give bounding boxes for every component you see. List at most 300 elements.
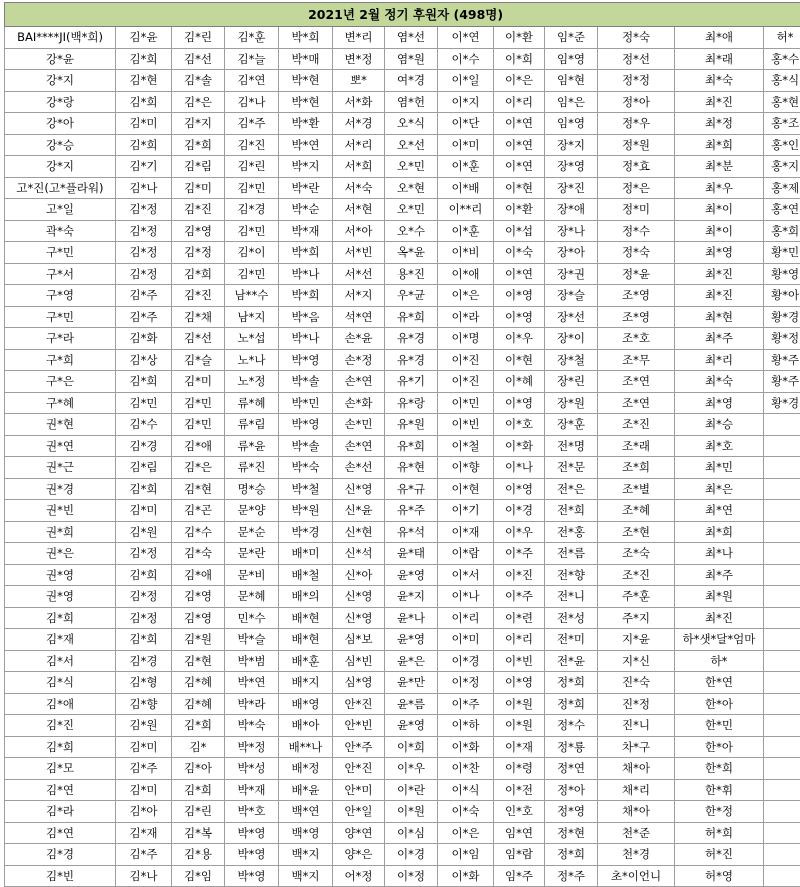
donor-name-cell: 명*승 — [225, 478, 279, 500]
donor-name-cell: 김*주 — [116, 306, 172, 328]
donor-name-cell — [764, 607, 800, 629]
donor-name-cell: 김*서 — [5, 650, 116, 672]
donor-name-cell: 백*연 — [279, 801, 333, 823]
donor-name-cell: 이*서 — [438, 564, 494, 586]
donor-name-cell: 김*경 — [116, 650, 172, 672]
donor-name-cell: 이*영 — [494, 306, 545, 328]
donor-name-cell: 전*니 — [545, 586, 598, 608]
donor-name-cell: 박*영 — [279, 414, 333, 436]
donor-name-cell: 서*아 — [333, 220, 385, 242]
donor-name-cell: 손*연 — [333, 435, 385, 457]
donor-name-cell: 구*민 — [5, 306, 116, 328]
donor-name-cell: 김*림 — [116, 457, 172, 479]
donor-name-cell: 문*순 — [225, 521, 279, 543]
donor-name-cell: 석*연 — [333, 306, 385, 328]
table-row — [5, 758, 800, 780]
donor-name-cell: 박*민 — [279, 392, 333, 414]
donor-name-cell: 김*윤 — [116, 27, 172, 49]
donor-name-cell: 조*연 — [598, 371, 675, 393]
donor-name-cell: 조*무 — [598, 349, 675, 371]
donor-name-cell: 정*주 — [545, 865, 598, 887]
donor-name-cell: 권*현 — [5, 414, 116, 436]
donor-name-cell: 김*미 — [172, 371, 225, 393]
donor-name-cell: 민*수 — [225, 607, 279, 629]
table-row — [5, 736, 800, 758]
donor-name-cell: 최*민 — [675, 457, 764, 479]
donor-name-cell: 이*영 — [494, 672, 545, 694]
donor-name-cell: 이*원 — [494, 715, 545, 737]
donor-name-cell: 정*숙 — [598, 27, 675, 49]
donor-name-cell: 이*란 — [385, 779, 438, 801]
donor-name-cell: 이*향 — [438, 457, 494, 479]
donor-name-cell: 김*애 — [5, 693, 116, 715]
donor-name-cell: 최*주 — [675, 564, 764, 586]
donor-name-cell: 배*지 — [279, 672, 333, 694]
donor-name-cell: 강*랑 — [5, 91, 116, 113]
donor-name-cell: 정*희 — [545, 672, 598, 694]
donor-name-cell: 최*은 — [675, 478, 764, 500]
donor-name-cell: 박*매 — [279, 48, 333, 70]
donor-name-cell: 유*현 — [385, 457, 438, 479]
donor-name-cell: 유*주 — [385, 500, 438, 522]
donor-name-cell: 이*라 — [438, 306, 494, 328]
donor-name-cell: 최*진 — [675, 285, 764, 307]
donor-name-cell: 양*연 — [333, 822, 385, 844]
table-row — [5, 865, 800, 887]
donor-name-cell: 이*화 — [494, 435, 545, 457]
donor-name-cell: 이*원 — [494, 693, 545, 715]
donor-name-cell: 김*애 — [172, 435, 225, 457]
donor-name-cell: 이*혜 — [494, 371, 545, 393]
donor-name-cell: 배*아 — [279, 715, 333, 737]
donor-name-cell — [764, 865, 800, 887]
donor-name-cell: 김*린 — [172, 801, 225, 823]
donor-name-cell: 김*경 — [5, 844, 116, 866]
donor-name-cell: 최*영 — [675, 242, 764, 264]
donor-name-cell: 채*아 — [598, 758, 675, 780]
donor-name-cell: 김*상 — [116, 349, 172, 371]
donor-name-cell: 이*전 — [494, 779, 545, 801]
donor-name-cell: 최*래 — [675, 48, 764, 70]
donor-name-cell: 장*진 — [545, 177, 598, 199]
donor-name-cell: 고*진(고*플라워) — [5, 177, 116, 199]
donor-name-cell: 김*진 — [5, 715, 116, 737]
donor-name-cell: 손*윤 — [333, 328, 385, 350]
donor-name-cell: 김*현 — [172, 650, 225, 672]
donor-name-cell: 조*래 — [598, 435, 675, 457]
donor-name-cell: 장*원 — [545, 392, 598, 414]
donor-name-cell: 김*미 — [116, 779, 172, 801]
donor-name-cell: 최*진 — [675, 263, 764, 285]
donor-name-cell: 장*철 — [545, 349, 598, 371]
donor-name-cell: 전*홍 — [545, 521, 598, 543]
donor-name-cell: 이*진 — [438, 349, 494, 371]
donor-name-cell: 한*희 — [675, 758, 764, 780]
donor-name-cell — [764, 543, 800, 565]
donor-name-cell — [764, 435, 800, 457]
donor-name-cell: 최*진 — [675, 91, 764, 113]
donor-name-cell: 최*희 — [675, 521, 764, 543]
table-row — [5, 285, 800, 307]
table-row — [5, 199, 800, 221]
donor-name-cell: 신*현 — [333, 521, 385, 543]
donor-name-cell: 김*솔 — [172, 70, 225, 92]
table-row — [5, 91, 800, 113]
table-row — [5, 543, 800, 565]
donor-name-cell: 노*정 — [225, 371, 279, 393]
donor-name-cell: 김*정 — [116, 242, 172, 264]
donor-name-cell: 이*희 — [494, 48, 545, 70]
donor-name-cell: 김*슬 — [172, 349, 225, 371]
donor-name-cell — [764, 414, 800, 436]
donor-name-cell — [764, 736, 800, 758]
donor-name-cell: 이*리 — [494, 91, 545, 113]
donor-name-cell: 김*진 — [172, 199, 225, 221]
donor-name-cell: 김*모 — [5, 758, 116, 780]
donor-name-cell: 이*기 — [438, 500, 494, 522]
donor-name-cell: 이*나 — [494, 457, 545, 479]
donor-name-cell: 이*연 — [494, 134, 545, 156]
donor-name-cell: 정*룡 — [545, 736, 598, 758]
donor-name-cell: 안*미 — [333, 779, 385, 801]
donor-name-cell: 유*석 — [385, 521, 438, 543]
donor-name-cell: 주*지 — [598, 607, 675, 629]
donor-name-cell: 전*은 — [545, 478, 598, 500]
donor-name-cell: 김*선 — [172, 48, 225, 70]
donor-name-cell: 박*성 — [225, 758, 279, 780]
donor-name-cell: 김*연 — [5, 779, 116, 801]
donor-name-cell: 이*우 — [494, 521, 545, 543]
donor-name-cell: 이*빈 — [438, 414, 494, 436]
donor-name-cell: 이*은 — [494, 70, 545, 92]
donor-name-cell: 김*진 — [225, 134, 279, 156]
donor-name-cell: 최*호 — [675, 435, 764, 457]
donor-name-cell: 남**수 — [225, 285, 279, 307]
donor-name-cell: 박*란 — [279, 177, 333, 199]
donor-name-cell: 김*늘 — [225, 48, 279, 70]
donor-name-cell: 김*임 — [172, 865, 225, 887]
donor-table — [4, 2, 800, 887]
donor-name-cell: 윤*름 — [385, 693, 438, 715]
donor-name-cell: 이*민 — [438, 392, 494, 414]
donor-name-cell: 조*숙 — [598, 543, 675, 565]
donor-name-cell: 홍*식 — [764, 70, 800, 92]
donor-name-cell: 유*기 — [385, 371, 438, 393]
donor-name-cell: 오*현 — [385, 177, 438, 199]
donor-name-cell: 문*양 — [225, 500, 279, 522]
donor-name-cell: 홍*수 — [764, 48, 800, 70]
donor-name-cell: 천*경 — [598, 844, 675, 866]
donor-name-cell — [764, 521, 800, 543]
donor-name-cell: 김*은 — [172, 457, 225, 479]
donor-name-cell: 오*민 — [385, 199, 438, 221]
donor-name-cell: 정*영 — [545, 801, 598, 823]
donor-name-cell: 강*지 — [5, 70, 116, 92]
donor-name-cell: 이*환 — [494, 199, 545, 221]
donor-name-cell: 임*은 — [545, 91, 598, 113]
donor-name-cell: 김*주 — [116, 285, 172, 307]
table-row — [5, 371, 800, 393]
donor-name-cell: 박*희 — [279, 242, 333, 264]
donor-name-cell: 지*윤 — [598, 629, 675, 651]
donor-name-cell: 이*령 — [494, 758, 545, 780]
donor-name-cell: 김*주 — [225, 113, 279, 135]
donor-name-cell: 박*숙 — [225, 715, 279, 737]
donor-name-cell: 김*형 — [116, 672, 172, 694]
donor-name-cell: 허* — [764, 27, 800, 49]
donor-name-cell: 이*심 — [385, 822, 438, 844]
donor-name-cell: 조*희 — [598, 457, 675, 479]
donor-name-cell: 홍*조 — [764, 113, 800, 135]
donor-name-cell — [764, 586, 800, 608]
donor-name-cell: 조*영 — [598, 306, 675, 328]
donor-name-cell: 전*름 — [545, 543, 598, 565]
donor-name-cell: 임*주 — [494, 865, 545, 887]
donor-name-cell: 정*현 — [545, 822, 598, 844]
donor-name-cell: 김*지 — [172, 113, 225, 135]
donor-name-cell: 이*호 — [494, 414, 545, 436]
donor-name-cell: 신*영 — [333, 478, 385, 500]
donor-name-cell: 김*현 — [116, 70, 172, 92]
donor-name-cell: 구*서 — [5, 263, 116, 285]
donor-name-cell: 이*련 — [494, 607, 545, 629]
donor-name-cell: 주*훈 — [598, 586, 675, 608]
donor-name-cell: 서*지 — [333, 285, 385, 307]
donor-name-cell: 채*리 — [598, 779, 675, 801]
donor-name-cell: 신*영 — [333, 586, 385, 608]
donor-name-cell: 이*정 — [438, 672, 494, 694]
table-row — [5, 500, 800, 522]
donor-name-cell: 홍*지 — [764, 156, 800, 178]
donor-name-cell: 정*연 — [545, 758, 598, 780]
donor-name-cell: 권*영 — [5, 564, 116, 586]
donor-name-cell: 김*나 — [116, 177, 172, 199]
donor-name-cell: 박*연 — [225, 672, 279, 694]
donor-name-cell: 김*재 — [5, 629, 116, 651]
table-row — [5, 672, 800, 694]
donor-name-cell: 한*아 — [675, 736, 764, 758]
donor-name-cell — [764, 478, 800, 500]
donor-name-cell: 신*영 — [333, 607, 385, 629]
donor-name-cell: 신*아 — [333, 564, 385, 586]
donor-name-cell: 노*나 — [225, 349, 279, 371]
donor-name-cell: 장*아 — [545, 242, 598, 264]
donor-name-cell: 전*희 — [545, 500, 598, 522]
donor-name-cell: 김*민 — [172, 392, 225, 414]
donor-name-cell: 박*희 — [279, 27, 333, 49]
donor-name-cell: 김*나 — [116, 865, 172, 887]
donor-name-cell: 박*정 — [225, 736, 279, 758]
donor-name-cell: 정*숙 — [598, 242, 675, 264]
donor-name-cell: 최*이 — [675, 220, 764, 242]
donor-name-cell: 김*수 — [116, 414, 172, 436]
donor-name-cell: 이*애 — [438, 263, 494, 285]
donor-name-cell: 박*희 — [279, 285, 333, 307]
donor-name-cell: 김*정 — [116, 586, 172, 608]
donor-name-cell: 남*지 — [225, 306, 279, 328]
donor-name-cell: 권*희 — [5, 521, 116, 543]
donor-name-cell: 홍*연 — [764, 199, 800, 221]
donor-name-cell: 권*경 — [5, 478, 116, 500]
donor-name-cell: 이*명 — [438, 328, 494, 350]
donor-name-cell: 임*연 — [494, 822, 545, 844]
donor-name-cell: 문*혜 — [225, 586, 279, 608]
donor-name-cell: 하*샛*달*엄마 — [675, 629, 764, 651]
donor-name-cell: 김*린 — [225, 156, 279, 178]
donor-name-cell: 김*희 — [5, 736, 116, 758]
table-row — [5, 328, 800, 350]
donor-name-cell: 이*은 — [438, 822, 494, 844]
donor-name-cell: 이*연 — [494, 156, 545, 178]
donor-name-cell: 이*재 — [438, 521, 494, 543]
donor-name-cell: 박*호 — [225, 801, 279, 823]
donor-name-cell: 이*연 — [438, 27, 494, 49]
donor-name-cell: 박*철 — [279, 478, 333, 500]
donor-name-cell: BAI****JI(백*희) — [5, 27, 116, 49]
donor-name-cell: 최*승 — [675, 414, 764, 436]
donor-name-cell: 여*경 — [385, 70, 438, 92]
donor-name-cell: 하* — [675, 650, 764, 672]
table-row — [5, 414, 800, 436]
donor-name-cell: 한*아 — [675, 693, 764, 715]
donor-name-cell: 문*비 — [225, 564, 279, 586]
donor-name-cell: 구*영 — [5, 285, 116, 307]
donor-name-cell: 김*희 — [116, 371, 172, 393]
donor-name-cell: 이*나 — [438, 586, 494, 608]
donor-name-cell: 백*지 — [279, 844, 333, 866]
donor-name-cell: 조*별 — [598, 478, 675, 500]
donor-name-cell: 김*숙 — [172, 543, 225, 565]
donor-name-cell: 이*배 — [438, 177, 494, 199]
donor-name-cell: 김*아 — [116, 801, 172, 823]
donor-name-cell: 임*현 — [545, 70, 598, 92]
donor-name-cell: 서*빈 — [333, 242, 385, 264]
donor-name-cell — [764, 672, 800, 694]
donor-name-cell: 김*민 — [225, 177, 279, 199]
donor-name-cell: 최*애 — [675, 27, 764, 49]
donor-name-cell: 이*경 — [494, 500, 545, 522]
donor-name-cell: 홍*현 — [764, 91, 800, 113]
donor-name-cell: 최*분 — [675, 156, 764, 178]
donor-name-cell: 김*정 — [116, 263, 172, 285]
donor-name-cell: 차*구 — [598, 736, 675, 758]
donor-name-cell: 정*우 — [598, 113, 675, 135]
donor-name-cell: 안*진 — [333, 758, 385, 780]
donor-name-cell: 유*경 — [385, 349, 438, 371]
donor-name-cell: 김*미 — [116, 113, 172, 135]
donor-name-cell: 김*정 — [116, 607, 172, 629]
donor-name-cell: 김*혜 — [172, 672, 225, 694]
donor-name-cell: 이*섭 — [494, 220, 545, 242]
donor-name-cell: 손*민 — [333, 414, 385, 436]
donor-name-cell: 이*미 — [438, 134, 494, 156]
donor-name-cell: 이*우 — [494, 328, 545, 350]
table-row — [5, 650, 800, 672]
donor-name-cell: 이*리 — [438, 607, 494, 629]
donor-name-cell: 김*화 — [116, 328, 172, 350]
donor-name-cell: 김*원 — [172, 629, 225, 651]
donor-name-cell: 배*윤 — [279, 779, 333, 801]
donor-name-cell: 김*선 — [172, 328, 225, 350]
table-title: 2021년 2월 정기 후원자 (498명) — [5, 3, 800, 27]
donor-name-cell: 심*영 — [333, 672, 385, 694]
donor-name-cell: 최*희 — [675, 134, 764, 156]
donor-name-cell: 황*아 — [764, 285, 800, 307]
donor-name-cell: 윤*영 — [385, 629, 438, 651]
donor-name-cell: 서*현 — [333, 199, 385, 221]
donor-name-cell: 최*정 — [675, 113, 764, 135]
donor-name-cell: 김*희 — [116, 48, 172, 70]
donor-name-cell: 김*훈 — [225, 27, 279, 49]
donor-name-cell: 박*환 — [279, 113, 333, 135]
donor-name-cell: 김*희 — [116, 134, 172, 156]
donor-name-cell — [764, 779, 800, 801]
donor-name-cell: 박*숙 — [279, 457, 333, 479]
donor-name-cell: 서*화 — [333, 91, 385, 113]
donor-name-cell: 백*영 — [279, 822, 333, 844]
donor-name-cell: 정*수 — [545, 715, 598, 737]
donor-name-cell: 안*진 — [333, 693, 385, 715]
donor-name-cell: 김*주 — [116, 844, 172, 866]
donor-name-cell: 정*원 — [598, 134, 675, 156]
donor-name-cell: 유*원 — [385, 414, 438, 436]
donor-name-cell: 황*경 — [764, 306, 800, 328]
donor-name-cell: 이*진 — [494, 564, 545, 586]
donor-name-cell: 이*수 — [438, 48, 494, 70]
donor-name-cell: 장*이 — [545, 328, 598, 350]
donor-name-cell: 정*아 — [598, 91, 675, 113]
table-row — [5, 242, 800, 264]
table-row — [5, 177, 800, 199]
donor-name-cell: 배*훈 — [279, 650, 333, 672]
donor-name-cell: 구*은 — [5, 371, 116, 393]
donor-name-cell — [764, 629, 800, 651]
donor-name-cell: 정*수 — [598, 220, 675, 242]
donor-name-cell: 윤*은 — [385, 650, 438, 672]
donor-name-cell: 김*린 — [172, 27, 225, 49]
donor-name-cell: 김*희 — [172, 715, 225, 737]
donor-name-cell: 오*수 — [385, 220, 438, 242]
donor-name-cell: 최*주 — [675, 328, 764, 350]
title-row — [5, 3, 800, 27]
donor-name-cell: 손*연 — [333, 371, 385, 393]
donor-name-cell: 김*연 — [225, 70, 279, 92]
table-row — [5, 27, 800, 49]
donor-name-cell: 이*숙 — [438, 801, 494, 823]
donor-name-cell: 한*연 — [675, 672, 764, 694]
donor-name-cell: 권*연 — [5, 435, 116, 457]
donor-name-cell: 이*주 — [438, 693, 494, 715]
donor-name-cell: 장*선 — [545, 306, 598, 328]
donor-name-cell — [764, 801, 800, 823]
donor-name-cell: 정*은 — [598, 177, 675, 199]
donor-name-cell: 장*영 — [545, 156, 598, 178]
table-row — [5, 306, 800, 328]
donor-name-cell: 이*단 — [438, 113, 494, 135]
donor-name-cell: 초*이언니 — [598, 865, 675, 887]
donor-name-cell: 이*연 — [494, 263, 545, 285]
donor-name-cell: 박*순 — [279, 199, 333, 221]
donor-name-cell: 권*은 — [5, 543, 116, 565]
donor-name-cell: 이*식 — [438, 779, 494, 801]
donor-name-cell: 홍*인 — [764, 134, 800, 156]
donor-name-cell: 이*찬 — [438, 758, 494, 780]
donor-name-cell: 박*연 — [279, 134, 333, 156]
donor-name-cell: 이*우 — [385, 758, 438, 780]
table-row — [5, 48, 800, 70]
donor-name-cell: 김*현 — [172, 478, 225, 500]
donor-name-cell: 김*정 — [172, 242, 225, 264]
